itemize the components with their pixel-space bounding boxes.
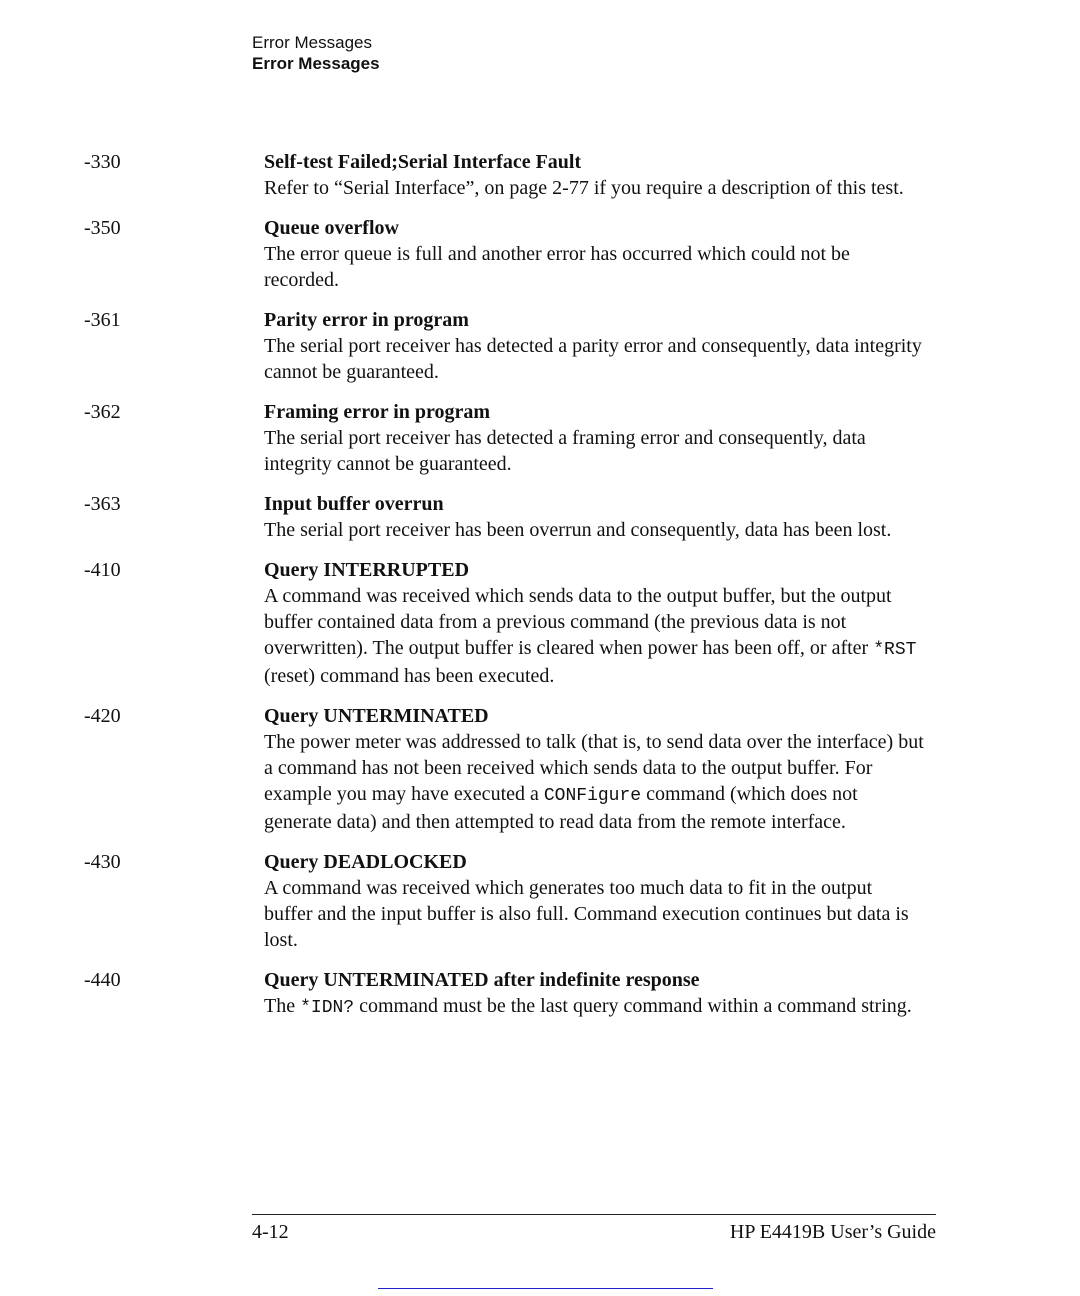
error-code: -350 xyxy=(84,217,121,239)
command-code: CONFigure xyxy=(543,786,642,806)
error-description xyxy=(264,583,924,689)
error-description: Refer to “Serial Interface”, on page 2-77 if you require a description of this test. xyxy=(264,177,904,199)
error-code: -430 xyxy=(84,851,121,873)
error-description: The serial port receiver has detected a parity error and consequently, data integrity cannot be guaranteed. xyxy=(264,335,922,383)
error-title: Queue overflow xyxy=(264,217,399,239)
error-title: Self-test Failed;Serial Interface Fault xyxy=(264,151,582,173)
error-code: -361 xyxy=(84,309,121,331)
error-body xyxy=(264,849,924,953)
error-body xyxy=(264,215,924,293)
error-entry xyxy=(0,703,1080,835)
error-description xyxy=(264,729,924,835)
header-chapter: Error Messages xyxy=(252,33,372,52)
error-body xyxy=(264,557,924,689)
error-body xyxy=(264,491,924,543)
error-title: Query INTERRUPTED xyxy=(264,559,470,581)
description-text: (reset) command has been executed. xyxy=(264,665,555,687)
error-body xyxy=(264,307,924,385)
error-code: -363 xyxy=(84,493,121,515)
running-header xyxy=(252,32,380,74)
error-title: Input buffer overrun xyxy=(264,493,444,515)
description-text: A command was received which sends data to the output buffer, but the output buffer contained data from a previous command (the previous data is not overwritten). The output buffer is cleared when power has been off, or after xyxy=(264,585,892,659)
error-title: Framing error in program xyxy=(264,401,491,423)
error-code: -330 xyxy=(84,151,121,173)
description-text: command must be the last query command within a command string. xyxy=(354,995,912,1017)
error-title: Query UNTERMINATED after indefinite response xyxy=(264,969,700,991)
link-underline[interactable] xyxy=(378,1288,713,1289)
error-entry xyxy=(0,215,1080,293)
error-body xyxy=(264,703,924,835)
error-description xyxy=(264,993,924,1021)
error-description: The serial port receiver has been overrun and consequently, data has been lost. xyxy=(264,519,892,541)
error-body xyxy=(264,967,924,1021)
error-entry xyxy=(0,967,1080,1021)
footer-divider xyxy=(252,1214,936,1215)
error-entry xyxy=(0,399,1080,477)
command-code: *IDN? xyxy=(300,998,355,1018)
error-body xyxy=(264,399,924,477)
guide-title: HP E4419B User’s Guide xyxy=(729,1221,936,1243)
description-text: The power meter was addressed to talk (that is, to send data over the interface) but a command has not been received which sends data to the output buffer. For example you may have executed a xyxy=(264,731,924,805)
error-entry xyxy=(0,491,1080,543)
description-text: The xyxy=(264,995,301,1017)
error-code: -362 xyxy=(84,401,121,423)
error-title: Query UNTERMINATED xyxy=(264,705,489,727)
command-code: *RST xyxy=(873,640,917,660)
error-code: -410 xyxy=(84,559,121,581)
error-entry xyxy=(0,557,1080,689)
error-entry xyxy=(0,849,1080,953)
description-text: command (which does not generate data) and then attempted to read data from the remote interface. xyxy=(264,783,858,833)
error-body xyxy=(264,149,924,201)
error-title: Query DEADLOCKED xyxy=(264,851,467,873)
header-section: Error Messages xyxy=(252,54,380,73)
error-title: Parity error in program xyxy=(264,309,469,331)
error-code: -420 xyxy=(84,705,121,727)
error-entry xyxy=(0,307,1080,385)
error-description: The error queue is full and another error has occurred which could not be recorded. xyxy=(264,243,850,291)
error-code: -440 xyxy=(84,969,121,991)
error-list xyxy=(0,149,1080,1035)
error-description: A command was received which generates too much data to fit in the output buffer and the input buffer is also full. Command execution continues but data is lost. xyxy=(264,877,909,951)
error-entry xyxy=(0,149,1080,201)
page-number: 4-12 xyxy=(252,1221,289,1243)
error-description: The serial port receiver has detected a framing error and consequently, data integrity cannot be guaranteed. xyxy=(264,427,866,475)
